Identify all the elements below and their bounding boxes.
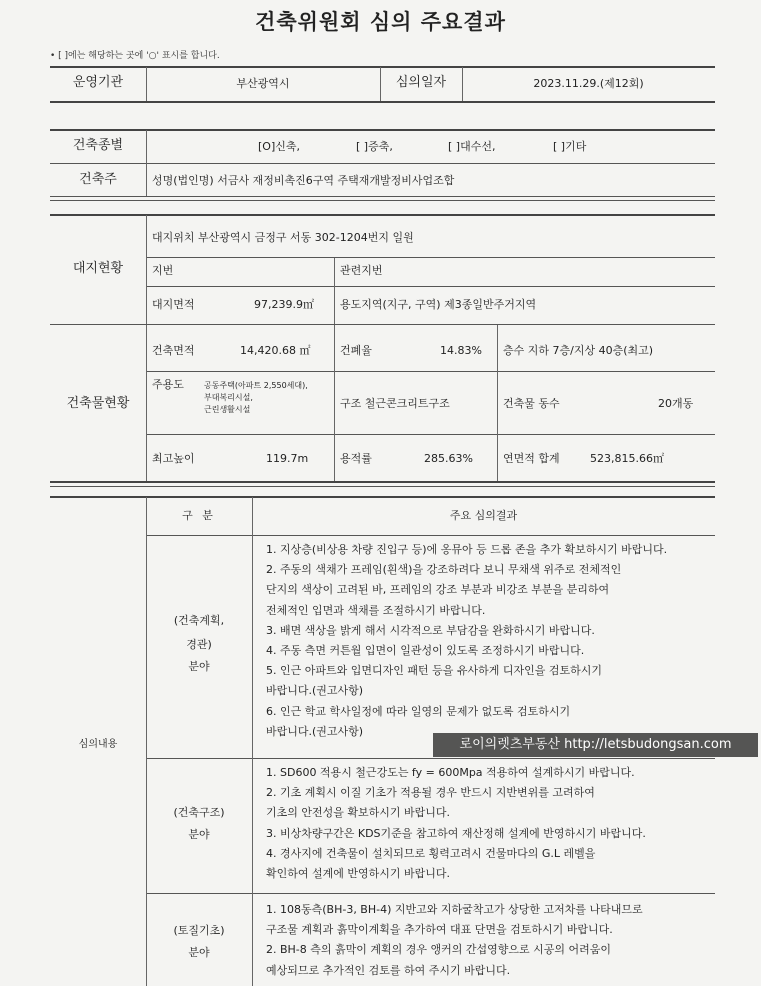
option-remodel: [ ]대수선, — [448, 140, 496, 153]
divider — [50, 481, 715, 483]
divider — [50, 129, 715, 131]
review-label: 심의내용 — [78, 739, 118, 750]
divider — [252, 497, 253, 986]
divider — [50, 214, 715, 216]
coverage-value: 14.83% — [440, 344, 482, 357]
result-line: 3. 비상차량구간은 KDS기준을 참고하여 재산정해 설계에 반영하시기 바랍니다. — [266, 826, 646, 840]
divider — [50, 200, 715, 201]
divider — [50, 163, 715, 164]
section-result-list — [266, 763, 646, 884]
divider — [146, 893, 715, 894]
result-line: 6. 인근 학교 학사일정에 따라 일영의 문제가 없도록 검토하시기 — [266, 704, 571, 718]
divider — [146, 325, 147, 481]
result-line: 2. 기초 계획시 이질 기초가 적용될 경우 반드시 지반변위를 고려하여 — [266, 786, 595, 800]
building-type-label: 건축종별 — [72, 138, 124, 153]
divider — [497, 325, 498, 481]
site-area-value: 97,239.9㎡ — [254, 298, 314, 311]
lot-label: 지번 — [152, 264, 174, 277]
option-other: [ ]기타 — [553, 140, 587, 153]
divider — [146, 286, 715, 287]
divider — [50, 496, 715, 498]
far-value: 285.63% — [424, 452, 473, 465]
result-line: 기초의 안전성을 확보하시기 바랍니다. — [266, 806, 451, 820]
org-value: 부산광역시 — [236, 77, 290, 90]
section-name-line: (건축계획, — [173, 614, 225, 627]
section-name-line: (토질기초) — [173, 924, 225, 937]
total-area-value: 523,815.66㎡ — [590, 452, 664, 465]
category-column-header: 구 분 — [182, 509, 216, 522]
instruction-note: • [ ]에는 해당하는 곳에 '○' 표시를 합니다. — [50, 51, 220, 61]
site-location: 대지위치 부산광역시 금정구 서동 302-1204번지 일원 — [152, 231, 414, 244]
floors-value: 층수 지하 7층/지상 40층(최고) — [503, 344, 654, 357]
section-name-line: 분야 — [188, 946, 210, 959]
result-line: 3. 배면 색상을 밝게 해서 시각적으로 부담감을 완화하시기 바랍니다. — [266, 623, 595, 637]
section-result-list — [266, 900, 643, 981]
document-title: 건축위원회 심의 주요결과 — [255, 10, 506, 34]
structure-value: 구조 철근콘크리트구조 — [340, 397, 450, 410]
review-date-value: 2023.11.29.(제12회) — [533, 77, 644, 90]
result-line: 1. 지상층(비상용 차량 진입구 등)에 옹뮤아 등 드롭 존을 추가 확보하시기 바랍니다. — [266, 543, 668, 556]
main-use-label: 주용도 — [152, 378, 184, 391]
max-height-value: 119.7m — [266, 452, 309, 465]
divider — [50, 101, 715, 103]
main-use-line: 근린생활시설 — [204, 405, 251, 414]
divider — [146, 257, 715, 258]
result-line: 2. BH-8 측의 흙막이 계획의 경우 앵커의 간섭영향으로 시공의 어려움이 — [266, 943, 612, 957]
owner-label: 건축주 — [79, 172, 117, 187]
section-name-line: 분야 — [188, 660, 210, 673]
divider — [146, 130, 147, 196]
divider — [50, 66, 715, 68]
site-area-label: 대지면적 — [152, 298, 195, 311]
divider — [146, 371, 715, 372]
result-line: 바랍니다.(권고사항) — [266, 724, 364, 738]
result-line: 예상되므로 추가적인 검토를 하여 주시기 바랍니다. — [266, 963, 511, 977]
result-line: 1. SD600 적용시 철근강도는 fy = 600Mpa 적용하여 설계하시기 바랍니다. — [266, 766, 635, 779]
org-label: 운영기관 — [72, 75, 124, 90]
building-area-value: 14,420.68 ㎡ — [240, 344, 311, 357]
result-line: 2. 주동의 색채가 프레임(흰색)을 강조하려다 보니 무채색 위주로 전체적인 — [266, 563, 622, 577]
result-line: 4. 경사지에 건축물이 설치되므로 횡력고려시 건물마다의 G.L 레벨을 — [266, 846, 596, 860]
divider — [146, 535, 715, 536]
divider — [146, 758, 715, 759]
related-lot-label: 관련지번 — [340, 264, 383, 277]
divider — [146, 215, 147, 324]
coverage-label: 건폐율 — [340, 344, 372, 357]
building-count-value: 20개동 — [658, 397, 694, 410]
building-area-label: 건축면적 — [152, 344, 195, 357]
divider — [50, 486, 715, 487]
review-date-label: 심의일자 — [395, 75, 447, 90]
result-column-header: 주요 심의결과 — [449, 509, 518, 522]
divider — [146, 434, 715, 435]
result-line: 구조물 계획과 흙막이계획을 추가하여 대표 단면을 검토하시기 바랍니다. — [266, 923, 613, 937]
divider — [50, 196, 715, 197]
zoning-value: 용도지역(지구, 구역) 제3종일반주거지역 — [340, 298, 537, 311]
building-label: 건축물현황 — [66, 396, 130, 411]
result-line: 4. 주동 측면 커튼월 입면이 일관성이 있도록 조정하시기 바랍니다. — [266, 644, 585, 658]
section-name-line: 분야 — [188, 828, 210, 841]
result-line: 5. 인근 아파트와 입면디자인 패턴 등을 유사하게 디자인을 검토하시기 — [266, 664, 602, 678]
section-name-line: (건축구조) — [173, 806, 225, 819]
divider — [146, 497, 147, 986]
section-name-line: 경관) — [186, 638, 212, 651]
result-line: 바랍니다.(권고사항) — [266, 684, 364, 698]
option-extension: [ ]증축, — [356, 140, 393, 153]
far-label: 용적률 — [340, 452, 372, 465]
building-count-label: 건축물 동수 — [503, 397, 560, 410]
divider — [334, 258, 335, 324]
main-use-line: 부대복리시설, — [204, 393, 253, 402]
main-use-line: 공동주택(아파트 2,550세대), — [204, 381, 308, 390]
result-line: 단지의 색상이 고려된 바, 프레임의 강조 부분과 비강조 부분을 분리하여 — [266, 583, 610, 597]
result-line: 확인하여 설계에 반영하시기 바랍니다. — [266, 867, 451, 881]
divider — [334, 325, 335, 481]
watermark-banner: 로이의렛츠부동산 http://letsbudongsan.com — [433, 733, 758, 757]
result-line: 1. 108동측(BH-3, BH-4) 지반고와 지하굴착고가 상당한 고저차를 나타내므로 — [266, 903, 643, 916]
total-area-label: 연면적 합계 — [503, 452, 560, 465]
owner-value: 성명(법인명) 서금사 재정비촉진6구역 주택재개발정비사업조합 — [152, 174, 455, 187]
site-label: 대지현황 — [72, 261, 124, 276]
option-new: [O]신축, — [258, 140, 300, 153]
section-result-list — [266, 540, 667, 742]
result-line: 전체적인 입면과 색채를 조절하시기 바랍니다. — [266, 603, 486, 617]
max-height-label: 최고높이 — [152, 452, 195, 465]
divider — [50, 324, 715, 325]
